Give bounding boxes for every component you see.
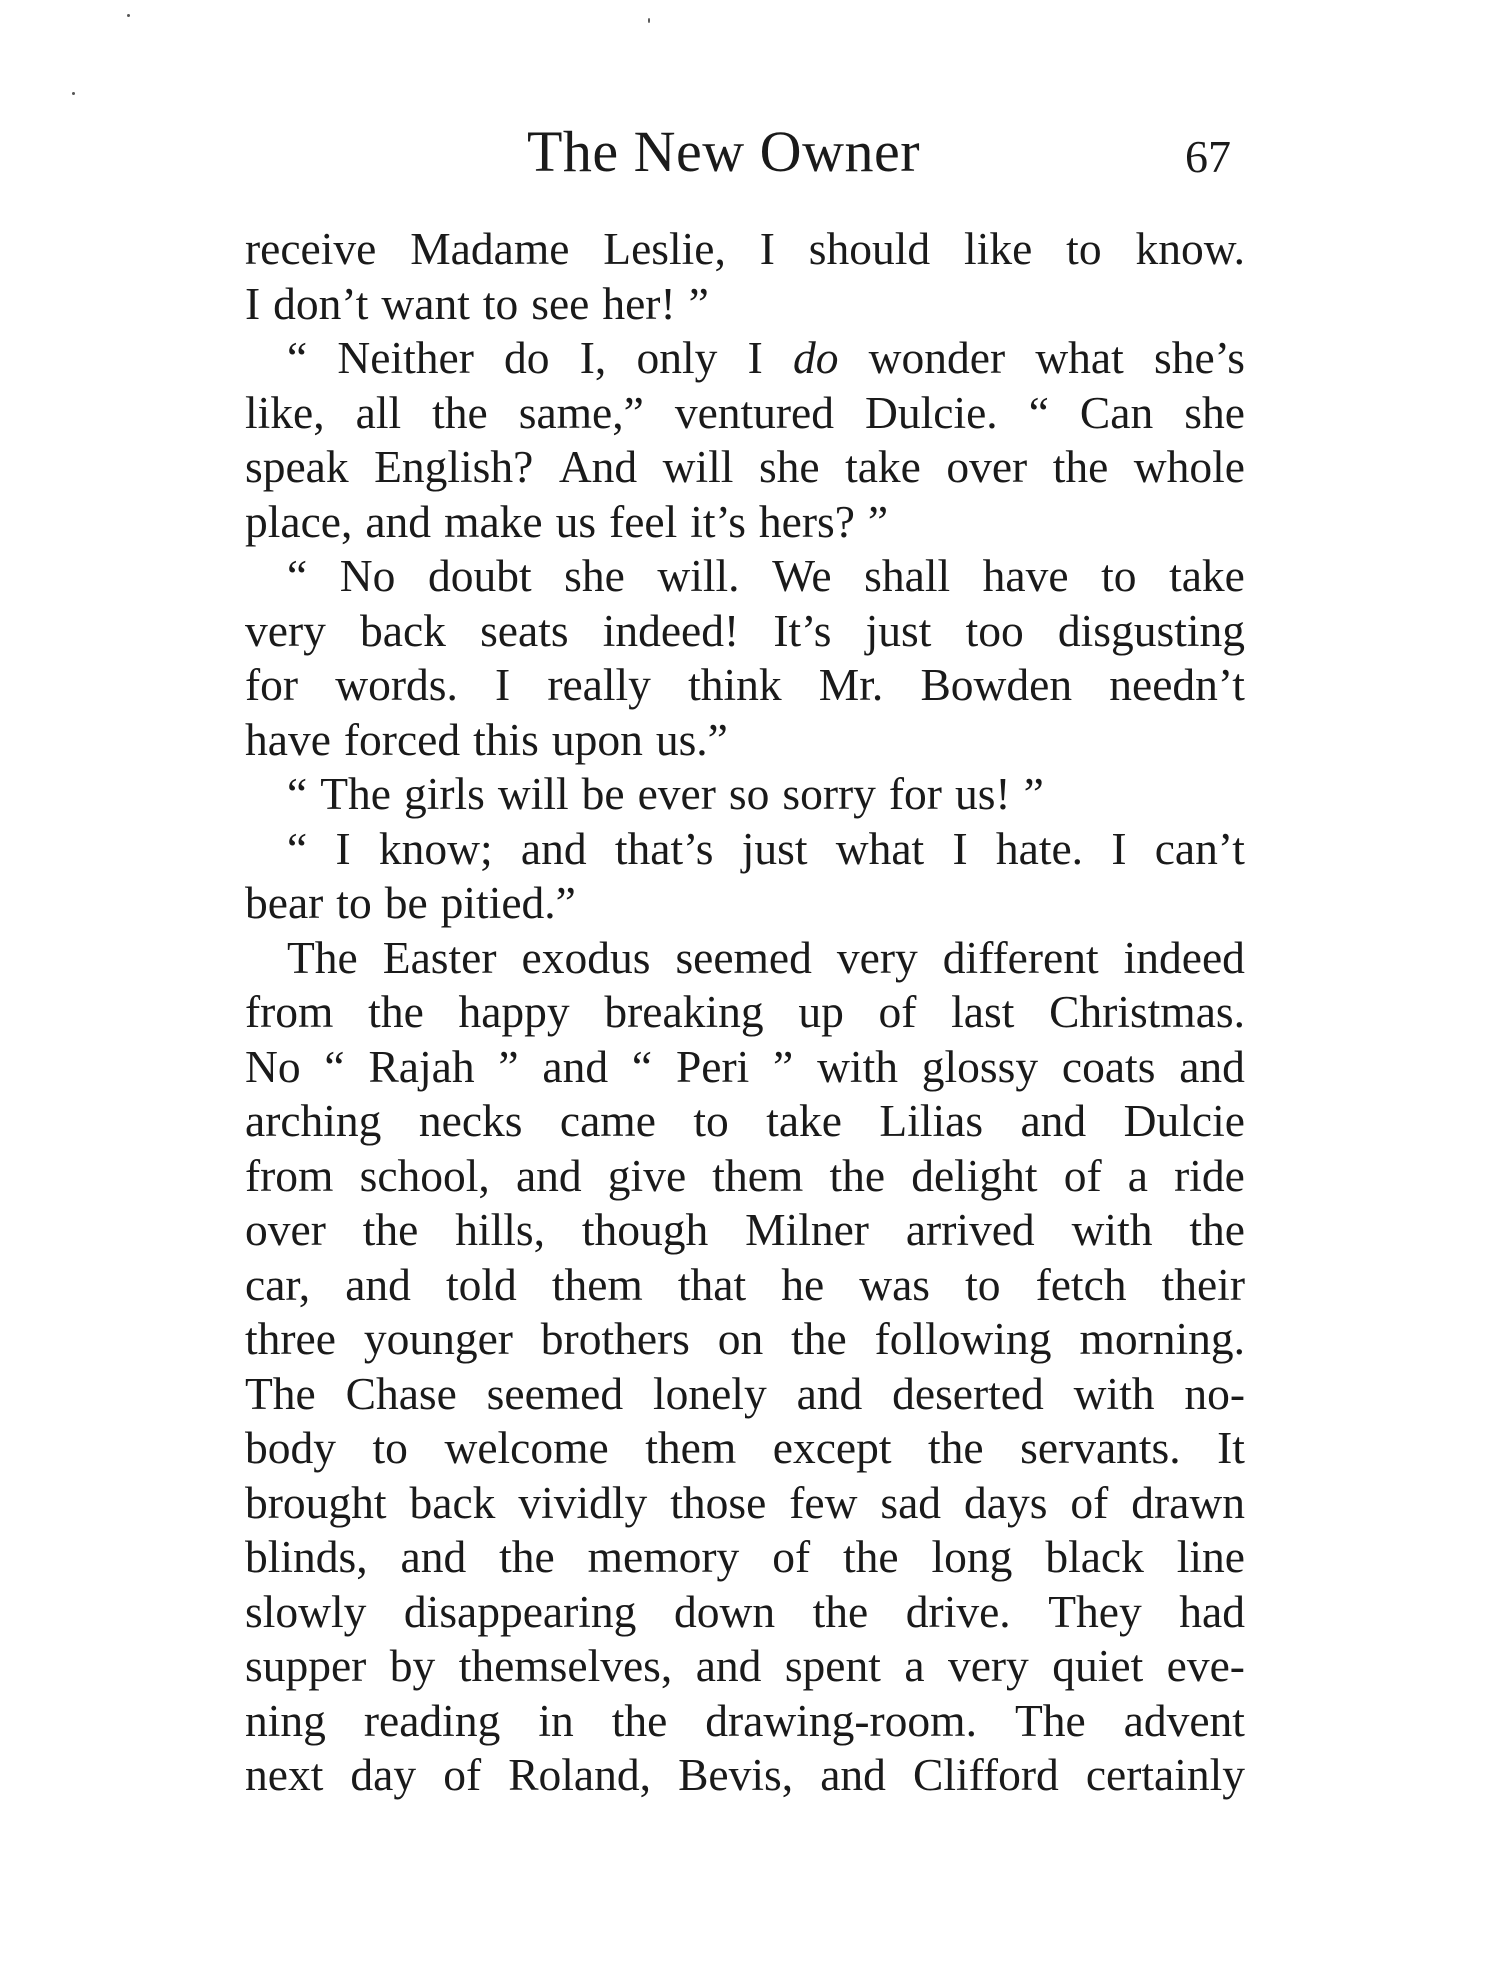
word: Leslie, bbox=[603, 223, 726, 274]
word: to bbox=[482, 277, 519, 329]
word: the bbox=[928, 1422, 984, 1473]
word: place, bbox=[245, 495, 353, 547]
word: Rajah bbox=[368, 1040, 475, 1092]
word: It bbox=[1217, 1422, 1245, 1473]
word: give bbox=[607, 1149, 687, 1201]
word: don’t bbox=[273, 277, 369, 329]
word: younger bbox=[363, 1313, 513, 1364]
word: ” bbox=[498, 1040, 519, 1092]
word: reading bbox=[363, 1694, 501, 1746]
word: The bbox=[320, 768, 391, 819]
word: I bbox=[747, 332, 763, 383]
word: the bbox=[368, 986, 424, 1037]
word: was bbox=[859, 1258, 931, 1310]
word: car, bbox=[245, 1258, 311, 1310]
word: she bbox=[758, 441, 820, 492]
word: girls bbox=[403, 768, 485, 819]
word: Bevis, bbox=[678, 1749, 794, 1800]
word: arching bbox=[245, 1095, 382, 1146]
word: us.” bbox=[655, 713, 728, 765]
word: forced bbox=[343, 713, 461, 765]
word: she’s bbox=[1153, 332, 1245, 383]
word: following bbox=[874, 1313, 1052, 1364]
word: take bbox=[766, 1095, 842, 1146]
word: eve- bbox=[1166, 1640, 1245, 1691]
word: indeed! bbox=[602, 604, 740, 656]
text-line bbox=[245, 1694, 1245, 1749]
word: to bbox=[693, 1095, 729, 1146]
text-line bbox=[245, 1312, 1245, 1367]
word: over bbox=[946, 441, 1028, 492]
word: a bbox=[1127, 1149, 1148, 1201]
word: hate. bbox=[995, 822, 1084, 874]
word: to bbox=[372, 1422, 408, 1473]
word: “ bbox=[287, 550, 308, 601]
word: take bbox=[1169, 550, 1245, 601]
word: No bbox=[339, 550, 396, 601]
word: same,” bbox=[518, 386, 644, 438]
word: for bbox=[888, 768, 942, 819]
word: what bbox=[1035, 332, 1124, 383]
word: that’s bbox=[614, 822, 714, 874]
italic-word: do bbox=[792, 332, 839, 383]
word: told bbox=[445, 1258, 517, 1310]
word: Easter bbox=[382, 931, 497, 983]
word: and bbox=[400, 1531, 467, 1582]
word: long bbox=[931, 1531, 1013, 1582]
word: the bbox=[362, 1204, 419, 1255]
text-line bbox=[245, 767, 1245, 822]
word: to bbox=[965, 1258, 1001, 1310]
word: disappearing bbox=[403, 1585, 637, 1637]
word: No bbox=[245, 1040, 301, 1092]
word: it’s bbox=[690, 495, 746, 547]
word: seemed bbox=[486, 1367, 624, 1419]
word: the bbox=[1189, 1204, 1245, 1255]
word: Neither bbox=[337, 332, 474, 383]
word: with bbox=[817, 1040, 898, 1092]
word: They bbox=[1048, 1585, 1142, 1637]
word: quiet bbox=[1052, 1640, 1144, 1691]
word: vividly bbox=[518, 1476, 648, 1528]
text-line bbox=[245, 713, 1245, 768]
word: this bbox=[473, 713, 539, 765]
word: “ bbox=[287, 768, 308, 819]
word: and bbox=[1020, 1095, 1087, 1146]
word: those bbox=[670, 1476, 767, 1528]
word: and bbox=[1179, 1040, 1245, 1092]
word: Dulcie bbox=[1123, 1095, 1245, 1146]
word: to bbox=[1101, 550, 1137, 601]
text-line bbox=[245, 876, 1245, 931]
word: ride bbox=[1174, 1149, 1245, 1201]
word: ever bbox=[637, 768, 716, 819]
word: of bbox=[1063, 1149, 1102, 1201]
word: doubt bbox=[427, 550, 532, 601]
word: We bbox=[772, 550, 832, 601]
word: of bbox=[772, 1531, 811, 1582]
word: blinds, bbox=[245, 1531, 368, 1582]
word: “ bbox=[287, 332, 308, 383]
word: be bbox=[581, 768, 625, 819]
word: “ bbox=[1028, 386, 1049, 438]
word: down bbox=[673, 1585, 776, 1637]
word: from bbox=[245, 1149, 334, 1201]
word: body bbox=[245, 1422, 336, 1473]
word: upon bbox=[551, 713, 643, 765]
word: “ bbox=[631, 1040, 653, 1092]
word: ” bbox=[688, 277, 709, 329]
word: with bbox=[1073, 1367, 1155, 1419]
word: their bbox=[1161, 1258, 1245, 1310]
word: up bbox=[798, 986, 844, 1037]
word: to bbox=[336, 877, 372, 928]
word: drawing-room. bbox=[705, 1694, 977, 1746]
word: I, bbox=[579, 332, 607, 383]
word: them bbox=[551, 1258, 643, 1310]
word: exodus bbox=[521, 931, 651, 983]
word: It’s bbox=[773, 604, 832, 656]
word: very bbox=[836, 931, 918, 983]
word: necks bbox=[418, 1095, 523, 1146]
word: them bbox=[645, 1422, 737, 1473]
word: ” bbox=[1023, 768, 1044, 819]
scan-speck bbox=[127, 14, 130, 17]
word: that bbox=[677, 1258, 747, 1310]
word: advent bbox=[1123, 1694, 1245, 1746]
word: want bbox=[381, 277, 470, 329]
word: all bbox=[355, 386, 402, 438]
word: have bbox=[245, 713, 331, 765]
word: needn’t bbox=[1109, 659, 1245, 710]
word: just bbox=[865, 604, 932, 656]
word: the bbox=[791, 1313, 847, 1364]
word: Clifford bbox=[912, 1749, 1059, 1800]
word: arrived bbox=[905, 1204, 1035, 1255]
word: hills, bbox=[455, 1204, 545, 1255]
word: and bbox=[820, 1749, 886, 1800]
word: deserted bbox=[892, 1367, 1044, 1419]
word: seemed bbox=[675, 931, 812, 983]
word: in bbox=[538, 1694, 574, 1746]
word: ning bbox=[245, 1694, 326, 1746]
text-line bbox=[245, 495, 1245, 550]
text-line bbox=[245, 1149, 1245, 1204]
word: “ bbox=[287, 822, 308, 874]
word: came bbox=[559, 1095, 656, 1146]
word: like, bbox=[245, 386, 325, 438]
word: the bbox=[432, 386, 488, 438]
word: think bbox=[688, 659, 782, 710]
word: Christmas. bbox=[1049, 986, 1245, 1037]
word: disgusting bbox=[1057, 604, 1245, 656]
word: bear bbox=[245, 877, 324, 928]
word: will bbox=[662, 441, 734, 492]
word: Chase bbox=[345, 1367, 457, 1419]
word: welcome bbox=[444, 1422, 609, 1473]
text-line bbox=[245, 1367, 1245, 1422]
text-line bbox=[245, 1094, 1245, 1149]
text-line bbox=[245, 222, 1245, 277]
word: over bbox=[245, 1204, 326, 1255]
word: and bbox=[345, 1258, 411, 1310]
word: themselves, bbox=[458, 1640, 673, 1691]
word: make bbox=[444, 495, 543, 547]
word: Bowden bbox=[920, 659, 1073, 710]
word: have bbox=[982, 550, 1069, 601]
page-header bbox=[245, 118, 1245, 198]
word: see bbox=[531, 277, 590, 329]
word: I bbox=[1111, 822, 1127, 874]
word: line bbox=[1176, 1531, 1245, 1582]
word: drive. bbox=[905, 1585, 1011, 1637]
word: sorry bbox=[782, 768, 876, 819]
word: very bbox=[947, 1640, 1029, 1691]
word: happy bbox=[458, 986, 570, 1037]
word: indeed bbox=[1123, 931, 1245, 983]
word: different bbox=[942, 931, 1099, 983]
word: from bbox=[245, 986, 334, 1037]
word: spent bbox=[784, 1640, 881, 1691]
word: last bbox=[951, 986, 1015, 1037]
text-line bbox=[245, 1530, 1245, 1585]
word: Peri bbox=[675, 1040, 750, 1092]
word: back bbox=[360, 604, 446, 656]
word: servants. bbox=[1020, 1422, 1181, 1473]
text-line bbox=[245, 658, 1245, 713]
word: hers? bbox=[758, 495, 855, 547]
text-line bbox=[245, 549, 1245, 604]
word: and bbox=[542, 1040, 609, 1092]
word: the bbox=[499, 1531, 555, 1582]
word: us! bbox=[954, 768, 1011, 819]
word: Madame bbox=[410, 223, 570, 274]
word: ” bbox=[867, 495, 889, 547]
word: words. bbox=[335, 659, 458, 710]
word: though bbox=[581, 1204, 709, 1255]
word: speak bbox=[245, 441, 349, 492]
word: I bbox=[759, 223, 775, 274]
word: of bbox=[878, 986, 917, 1037]
word: delight bbox=[911, 1149, 1038, 1201]
word: of bbox=[1070, 1476, 1109, 1528]
word: the bbox=[829, 1149, 886, 1201]
scan-speck bbox=[648, 18, 650, 23]
word: sad bbox=[880, 1476, 942, 1528]
word: do bbox=[504, 332, 550, 383]
word: I bbox=[245, 277, 261, 329]
word: the bbox=[1052, 441, 1109, 492]
word: had bbox=[1179, 1585, 1245, 1637]
word: will. bbox=[657, 550, 740, 601]
word: whole bbox=[1133, 441, 1245, 492]
word: I bbox=[495, 659, 511, 710]
word: should bbox=[808, 223, 931, 274]
text-line bbox=[245, 1585, 1245, 1640]
word: brothers bbox=[540, 1313, 690, 1364]
word: her! bbox=[602, 277, 676, 329]
word: school, bbox=[359, 1149, 490, 1201]
word: I bbox=[335, 822, 351, 874]
word: on bbox=[717, 1313, 764, 1364]
word: Mr. bbox=[818, 659, 884, 710]
word: them bbox=[712, 1149, 804, 1201]
word: really bbox=[547, 659, 651, 710]
word: know. bbox=[1135, 223, 1245, 274]
text-line bbox=[245, 277, 1245, 332]
word: pitied.” bbox=[440, 877, 576, 928]
word: the bbox=[812, 1585, 869, 1637]
text-line bbox=[245, 931, 1245, 986]
word: and bbox=[520, 822, 587, 874]
word: And bbox=[558, 441, 638, 492]
word: too bbox=[965, 604, 1024, 656]
word: coats bbox=[1061, 1040, 1156, 1092]
word: Milner bbox=[745, 1204, 869, 1255]
word: shall bbox=[864, 550, 951, 601]
page-number: 67 bbox=[1185, 131, 1231, 182]
scan-speck bbox=[72, 92, 75, 95]
word: lonely bbox=[652, 1367, 767, 1419]
word: “ bbox=[324, 1040, 345, 1092]
word: Roland, bbox=[508, 1749, 651, 1800]
word: day bbox=[350, 1749, 417, 1800]
text-line bbox=[245, 1476, 1245, 1531]
text-line bbox=[245, 1421, 1245, 1476]
text-line bbox=[245, 386, 1245, 441]
word: three bbox=[245, 1313, 336, 1364]
word: breaking bbox=[604, 986, 764, 1037]
word: morning. bbox=[1079, 1313, 1245, 1364]
text-line bbox=[245, 822, 1245, 877]
word: for bbox=[245, 659, 299, 710]
text-line bbox=[245, 1203, 1245, 1258]
word: supper bbox=[245, 1640, 367, 1691]
running-title: The New Owner bbox=[527, 119, 921, 184]
word: can’t bbox=[1154, 822, 1245, 874]
text-line bbox=[245, 1639, 1245, 1694]
word: take bbox=[845, 441, 921, 492]
word: The bbox=[1014, 1694, 1086, 1746]
word: will bbox=[497, 768, 569, 819]
word: drawn bbox=[1131, 1476, 1245, 1528]
word: be bbox=[384, 877, 428, 928]
word: wonder bbox=[868, 332, 1006, 383]
text-line bbox=[245, 1040, 1245, 1095]
word: Dulcie. bbox=[865, 386, 998, 438]
text-line bbox=[245, 1748, 1245, 1803]
word: he bbox=[781, 1258, 825, 1310]
word: except bbox=[772, 1422, 892, 1473]
word: Lilias bbox=[879, 1095, 984, 1146]
word: she bbox=[564, 550, 625, 601]
word: ” bbox=[773, 1040, 794, 1092]
word: only bbox=[636, 332, 718, 383]
word: she bbox=[1184, 386, 1245, 438]
word: few bbox=[789, 1476, 858, 1528]
word: glossy bbox=[921, 1040, 1039, 1092]
body-text bbox=[245, 222, 1245, 1803]
word: memory bbox=[587, 1531, 740, 1582]
word: next bbox=[245, 1749, 324, 1800]
word: by bbox=[389, 1640, 436, 1691]
word: know; bbox=[378, 822, 493, 874]
word: The bbox=[287, 931, 358, 983]
word: days bbox=[964, 1476, 1048, 1528]
word: Can bbox=[1079, 386, 1154, 438]
word: and bbox=[796, 1367, 863, 1419]
word: ventured bbox=[674, 386, 834, 438]
word: of bbox=[443, 1749, 482, 1800]
word: English? bbox=[374, 441, 534, 492]
text-line bbox=[245, 985, 1245, 1040]
word: the bbox=[611, 1694, 668, 1746]
word: brought bbox=[245, 1476, 387, 1528]
word: to bbox=[1066, 223, 1102, 274]
word: and bbox=[365, 495, 432, 547]
word: seats bbox=[480, 604, 569, 656]
word: slowly bbox=[245, 1585, 367, 1637]
word: fetch bbox=[1035, 1258, 1127, 1310]
word: certainly bbox=[1085, 1749, 1245, 1800]
word: back bbox=[409, 1476, 496, 1528]
word: with bbox=[1071, 1204, 1153, 1255]
word: feel bbox=[609, 495, 678, 547]
word: what bbox=[835, 822, 925, 874]
word: the bbox=[843, 1531, 899, 1582]
word: very bbox=[245, 604, 326, 656]
text-line bbox=[245, 331, 1245, 386]
text-line bbox=[245, 440, 1245, 495]
word: a bbox=[904, 1640, 925, 1691]
word: receive bbox=[245, 223, 377, 274]
word: like bbox=[964, 223, 1033, 274]
word: just bbox=[741, 822, 808, 874]
word: and bbox=[695, 1640, 762, 1691]
word: I bbox=[952, 822, 968, 874]
word: black bbox=[1045, 1531, 1144, 1582]
word: so bbox=[728, 768, 770, 819]
word: The bbox=[245, 1367, 316, 1419]
text-line bbox=[245, 604, 1245, 659]
word: us bbox=[555, 495, 597, 547]
word: and bbox=[515, 1149, 582, 1201]
word: no- bbox=[1184, 1367, 1245, 1419]
text-line bbox=[245, 1258, 1245, 1313]
